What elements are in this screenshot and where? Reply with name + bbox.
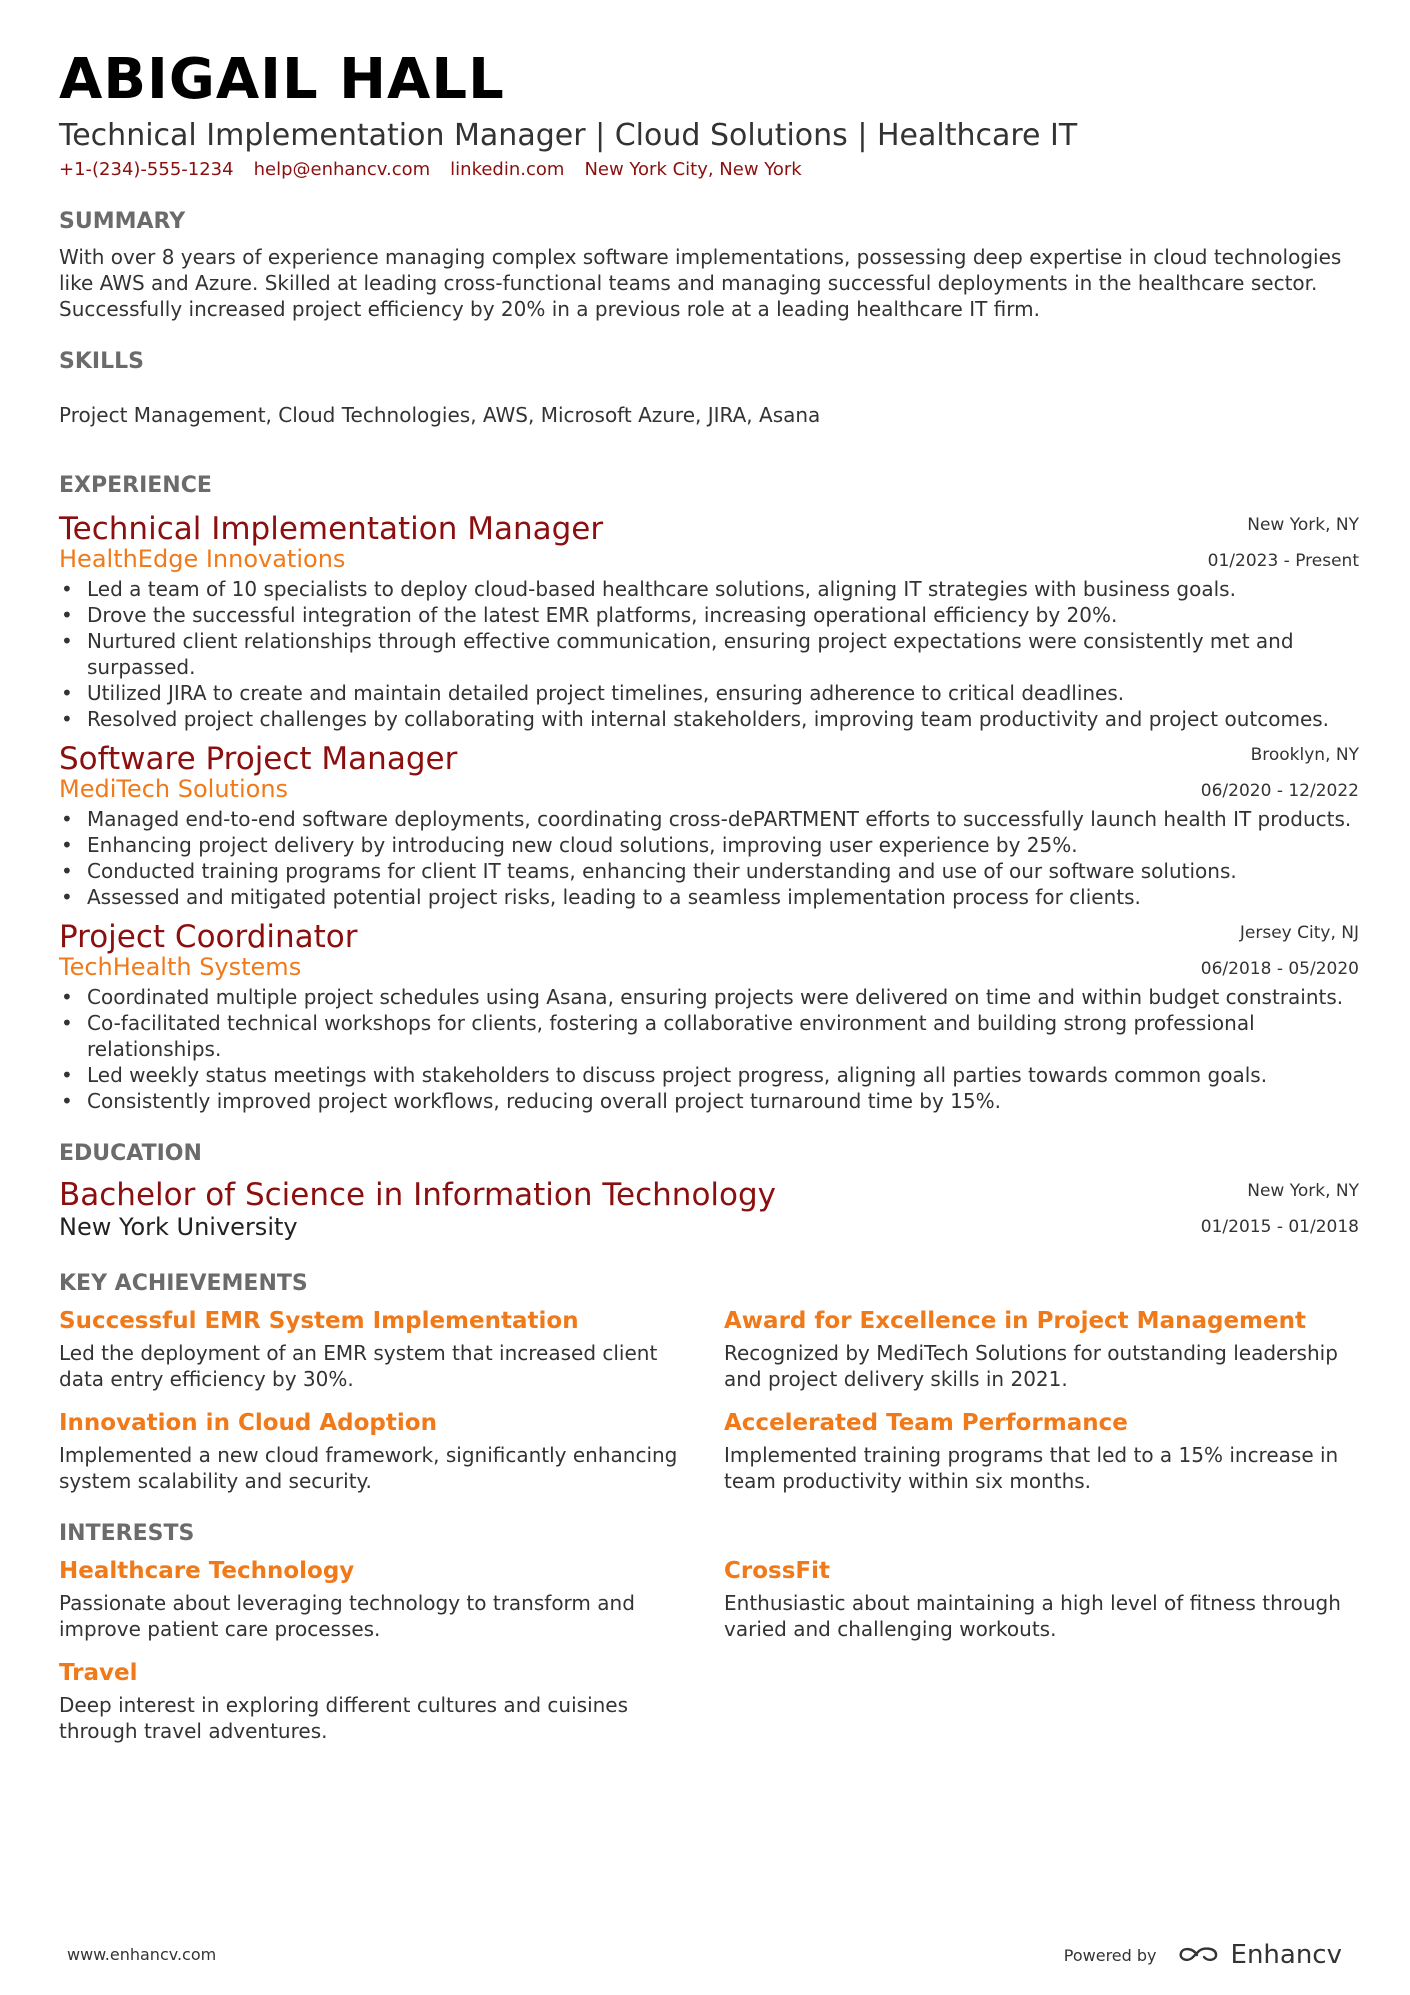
job-company: MediTech Solutions — [59, 775, 289, 803]
achievement-item — [724, 1306, 1359, 1392]
job-location: Jersey City, NJ — [1239, 923, 1359, 943]
interest-desc: Enthusiastic about maintaining a high level of fitness through varied and challenging workouts. — [724, 1591, 1341, 1641]
enhancv-brand-link[interactable] — [1177, 1940, 1342, 1970]
achievement-item — [59, 1408, 724, 1494]
candidate-name: ABIGAIL HALL — [59, 47, 505, 112]
interest-title: Travel — [59, 1660, 138, 1686]
job-bullet: • Managed end-to-end software deployments, coordinating cross-dePARTMENT efforts to successfully launch health IT products. — [87, 806, 1359, 832]
interest-desc: Passionate about leveraging technology to transform and improve patient care processes. — [59, 1591, 635, 1641]
summary-heading: SUMMARY — [59, 209, 186, 234]
interest-item — [724, 1556, 1359, 1642]
skills-heading: SKILLS — [59, 349, 144, 374]
job-title: Software Project Manager — [59, 741, 458, 777]
job-bullet: • Consistently improved project workflows, reducing overall project turnaround time by 15%. — [87, 1088, 1359, 1114]
job-bullet: • Led a team of 10 specialists to deploy cloud-based healthcare solutions, aligning IT strategies with business goals. — [87, 576, 1359, 602]
achievement-desc: Led the deployment of an EMR system that increased client data entry efficiency by 30%. — [59, 1341, 658, 1391]
job-bullet: • Drove the successful integration of the latest EMR platforms, increasing operational efficiency by 20%. — [87, 602, 1359, 628]
headline: Technical Implementation Manager | Cloud Solutions | Healthcare IT — [59, 118, 1078, 153]
job-company: HealthEdge Innovations — [59, 545, 346, 573]
achievement-title: Successful EMR System Implementation — [59, 1308, 579, 1334]
job-bullet: • Utilized JIRA to create and maintain detailed project timelines, ensuring adherence to critical deadlines. — [87, 680, 1359, 706]
job-dates: 06/2020 - 12/2022 — [1200, 781, 1359, 801]
interests-heading: INTERESTS — [59, 1521, 195, 1546]
achievement-title: Award for Excellence in Project Management — [724, 1308, 1306, 1334]
achievement-item — [59, 1306, 724, 1392]
job-bullet: • Coordinated multiple project schedules using Asana, ensuring projects were delivered on time and within budget constraints. — [87, 984, 1359, 1010]
job-bullet: • Conducted training programs for client IT teams, enhancing their understanding and use of our software solutions. — [87, 858, 1359, 884]
job-bullet: • Nurtured client relationships through effective communication, ensuring project expectations were consistently met and surpassed. — [87, 628, 1359, 680]
job-bullet: • Enhancing project delivery by introducing new cloud solutions, improving user experience by 25%. — [87, 832, 1359, 858]
interests-grid — [59, 1548, 1359, 1744]
education-dates: 01/2015 - 01/2018 — [1200, 1217, 1359, 1237]
resume-page — [59, 47, 1359, 1744]
footer-website-link[interactable]: www.enhancv.com — [67, 1945, 217, 1964]
linkedin-link[interactable]: linkedin.com — [450, 159, 565, 180]
achievement-desc: Recognized by MediTech Solutions for outstanding leadership and project delivery skills in 2021. — [724, 1341, 1338, 1391]
experience-heading: EXPERIENCE — [59, 473, 212, 498]
job-entry — [59, 740, 1359, 910]
education-school: New York University — [59, 1213, 298, 1241]
phone-link[interactable]: +1-(234)-555-1234 — [59, 159, 234, 180]
footer-branding — [1064, 1940, 1342, 1970]
experience-list — [59, 510, 1359, 1114]
skills-text: Project Management, Cloud Technologies, AWS, Microsoft Azure, JIRA, Asana — [59, 403, 821, 427]
interest-title: CrossFit — [724, 1558, 830, 1584]
job-entry — [59, 918, 1359, 1114]
contact-row — [59, 158, 1359, 182]
achievements-heading: KEY ACHIEVEMENTS — [59, 1271, 308, 1296]
job-title: Project Coordinator — [59, 919, 358, 955]
job-bullet: • Co-facilitated technical workshops for clients, fostering a collaborative environment and building strong professional relationships. — [87, 1010, 1359, 1062]
job-location: New York, NY — [1247, 515, 1359, 535]
achievement-title: Accelerated Team Performance — [724, 1410, 1128, 1436]
job-title: Technical Implementation Manager — [59, 511, 604, 547]
job-bullets — [59, 576, 1359, 732]
job-entry — [59, 510, 1359, 732]
location-text: New York City, New York — [584, 159, 802, 180]
job-bullet: • Assessed and mitigated potential project risks, leading to a seamless implementation process for clients. — [87, 884, 1359, 910]
job-bullets — [59, 984, 1359, 1114]
education-entry — [59, 1176, 1359, 1242]
enhancv-brand-name: Enhancv — [1230, 1940, 1342, 1970]
job-bullet: • Led weekly status meetings with stakeholders to discuss project progress, aligning all parties towards common goals. — [87, 1062, 1359, 1088]
job-bullet: • Resolved project challenges by collaborating with internal stakeholders, improving team productivity and project outcomes. — [87, 706, 1359, 732]
achievement-item — [724, 1408, 1359, 1494]
education-degree: Bachelor of Science in Information Technology — [59, 1177, 777, 1213]
interest-item — [59, 1556, 724, 1642]
interest-item — [59, 1658, 724, 1744]
job-company: TechHealth Systems — [59, 953, 302, 981]
job-bullets — [59, 806, 1359, 910]
job-header — [59, 918, 1359, 984]
job-header — [59, 740, 1359, 806]
education-location: New York, NY — [1247, 1181, 1359, 1201]
job-dates: 01/2023 - Present — [1207, 551, 1359, 571]
powered-by-label: Powered by — [1063, 1945, 1157, 1965]
job-dates: 06/2018 - 05/2020 — [1200, 959, 1359, 979]
job-header — [59, 510, 1359, 576]
achievement-desc: Implemented a new cloud framework, significantly enhancing system scalability and security. — [59, 1443, 678, 1493]
interest-desc: Deep interest in exploring different cultures and cuisines through travel adventures. — [59, 1693, 629, 1743]
achievement-desc: Implemented training programs that led to a 15% increase in team productivity within six months. — [724, 1443, 1339, 1493]
achievement-title: Innovation in Cloud Adoption — [59, 1410, 437, 1436]
summary-text: With over 8 years of experience managing complex software implementations, possessing deep expertise in cloud technologies like AWS and Azure. Skilled at leading cross-functional teams and managing successful deployments in the healthcare sector. Successfully increased project efficiency by 20% in a previous role at a leading healthcare IT firm. — [59, 245, 1342, 321]
enhancv-logo-icon — [1177, 1944, 1221, 1966]
education-heading: EDUCATION — [59, 1141, 202, 1166]
interest-title: Healthcare Technology — [59, 1558, 355, 1584]
email-link[interactable]: help@enhancv.com — [253, 159, 431, 180]
job-location: Brooklyn, NY — [1250, 745, 1359, 765]
achievements-grid — [59, 1298, 1359, 1494]
